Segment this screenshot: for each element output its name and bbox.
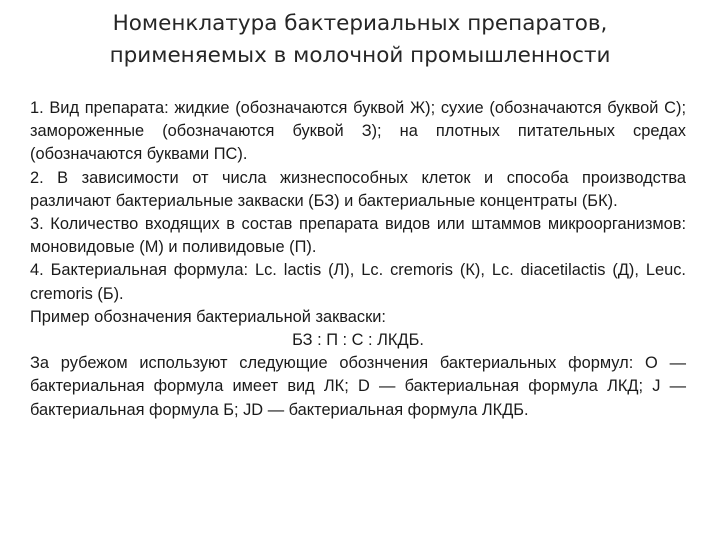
slide-title xyxy=(60,8,660,72)
paragraph-foreign-notation: За рубежом используют следующие обознчения бактериальных формул: О — бактериальная формула имеет вид ЛК; D — бактериальная формула ЛКД; J — бактериальная формула Б; JD — бактериальная формула ЛКДБ. xyxy=(30,354,686,419)
slide-title-line-1: Номенклатура бактериальных препаратов, xyxy=(112,11,608,36)
paragraph-bacterial-formula: 4. Бактериальная формула: Lc. lactis (Л), Lc. cremoris (К), Lc. diacetilactis (Д), Leuc. cremoris (Б). xyxy=(30,261,686,303)
paragraph-cell-count: 2. В зависимости от числа жизнеспособных клеток и способа производства различают бактериальные закваски (БЗ) и бактериальные концентраты (БК). xyxy=(30,168,686,210)
example-label: Пример обозначения бактериальной закваски: xyxy=(30,307,386,326)
example-formula: БЗ : П : С : ЛКДБ. xyxy=(292,331,424,350)
paragraph-species-count: 3. Количество входящих в состав препарата видов или штаммов микроорганизмов: моновидовые (М) и поливидовые (П). xyxy=(30,215,686,257)
slide-title-line-2: применяемых в молочной промышленности xyxy=(109,43,611,68)
slide-body xyxy=(30,97,686,422)
paragraph-preparation-type: 1. Вид препарата: жидкие (обозначаются буквой Ж); сухие (обозначаются буквой С); замороженные (обозначаются буквой З); на плотных питательных средах (обозначаются буквами ПС). xyxy=(30,99,686,164)
